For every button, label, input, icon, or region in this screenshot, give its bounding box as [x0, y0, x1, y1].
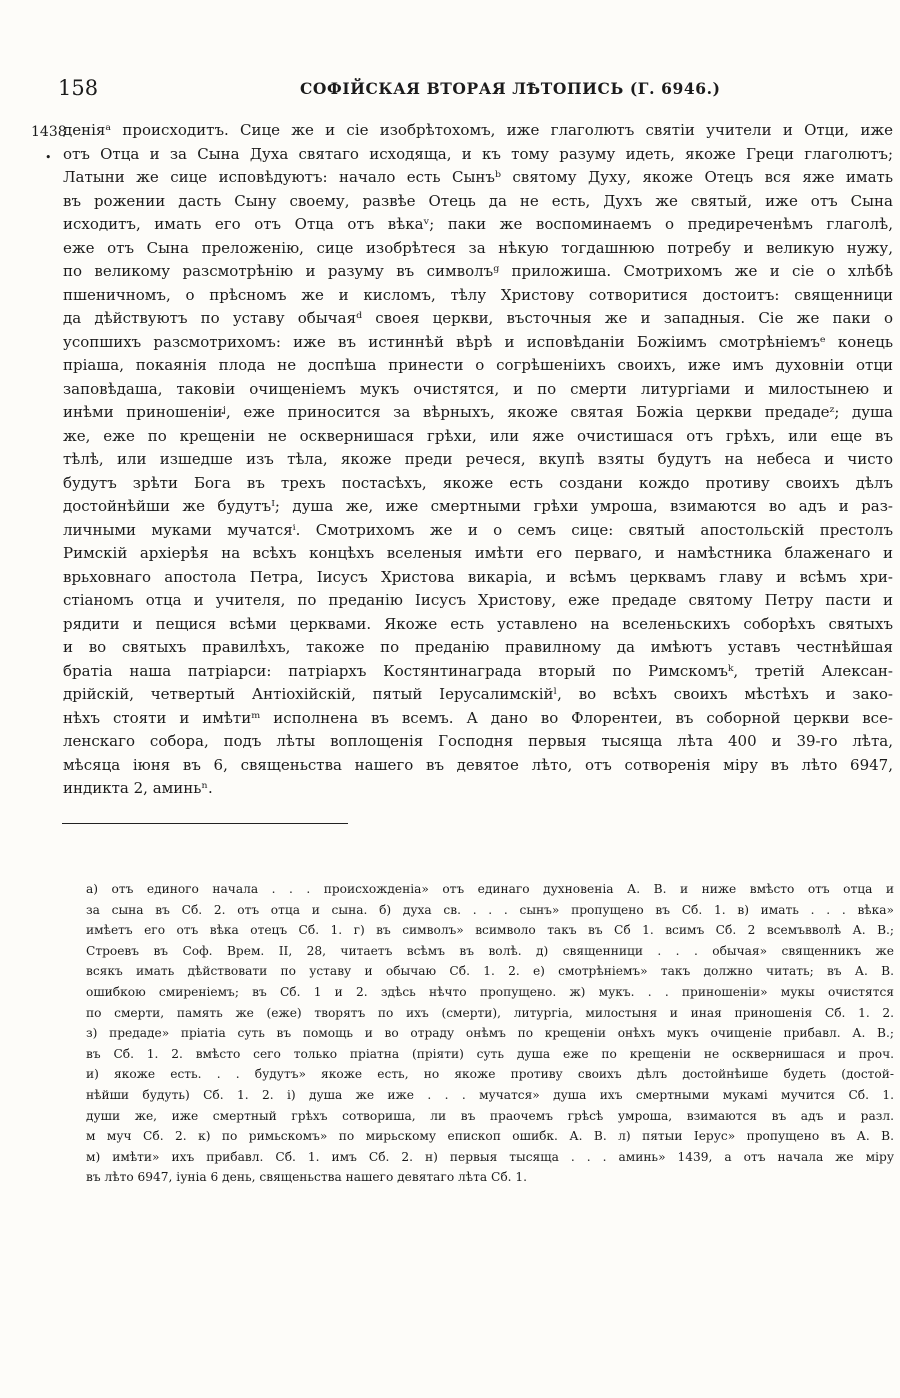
page-header: [58, 76, 842, 104]
text-line: въ рожении дасть Сыну своему, развѣе Отець да не есть, Духъ же святый, иже отъ Сына: [63, 191, 893, 210]
footnote-line: з) предаде» пріатіа суть въ помощь и во отраду онѣмъ по крещеніи онѣхъ мукъ очищеніе прибавл. А. В.;: [86, 1026, 894, 1041]
text-line: нѣхъ стояти и имѣтиᵐ исполнена въ всемъ. А дано во Флорентеи, въ соборной церкви все-: [63, 708, 893, 727]
text-line: инѣми приношеніиᶨ, еже приносится за вѣрныхъ, якоже святая Божіа церкви предадеᶻ; душа: [63, 403, 893, 421]
text-line: мѣсяца іюня въ 6, священьства нашего въ девятое лѣто, отъ сотворенія міру въ лѣто 6947,: [63, 755, 893, 774]
text-line: ленскаго собора, подъ лѣты воплощенія Господня первыя тысяща лѣта 400 и 39-го лѣта,: [63, 732, 893, 750]
footnote-line: имѣетъ его отъ вѣка отецъ Сб. 1. г) въ символъ» всимволо такъ въ Сб 1. всимъ Сб. 2 всемъвволѣ А. В.;: [86, 923, 894, 938]
footnotes: [86, 879, 894, 1188]
text-line: индикта 2, аминьⁿ.: [63, 779, 213, 797]
text-line: отъ Отца и за Сына Духа святаго исходяща, и къ тому разуму идеть, якоже Греци глаголютъ;: [63, 144, 893, 163]
text-line: тѣлѣ, или изшедше изъ тѣла, якоже преди речеся, вкупѣ взяты будутъ на небеса и чисто: [63, 450, 893, 468]
text-line: усопшихъ разсмотрихомъ: иже въ истиннѣй вѣрѣ и исповѣданіи Божіимъ смотрѣніемъᵉ конець: [63, 332, 893, 351]
text-line: заповѣдаша, таковіи очищеніемъ мукъ очистятся, и по смерти литургіами и милостынею и: [63, 379, 893, 398]
text-line: по великому разсмотрѣнію и разуму въ символъᵍ приложиша. Смотрихомъ же и сіе о хлѣбѣ: [63, 262, 893, 280]
text-line: братіа наша патріарси: патріархъ Костянтинаграда вторый по Римскомъᵏ, третій Алексан-: [63, 661, 893, 680]
text-line: врьховнаго апостола Петра, Іисусъ Христова викаріа, и всѣмъ церквамъ главу и всѣмъ хри-: [63, 567, 893, 586]
footnote-line: по смерти, память же (еже) творятъ по ихъ (смерти), литургіа, милостыня и иная приношенія Сб. 1. 2.: [86, 1005, 894, 1020]
main-text: [63, 119, 893, 801]
running-title: СОФІЙСКАЯ ВТОРАЯ ЛѢТОПИСЬ (Г. 6946.): [300, 79, 721, 98]
text-line: рядити и пещися всѣми церквами. Якоже есть уставлено на вселеньскихъ соборѣхъ святыхъ: [63, 614, 893, 633]
footnote-line: и) якоже есть. . . будутъ» якоже есть, но якоже противу своихъ дѣлъ достойнѣише будеть (достой-: [86, 1067, 894, 1082]
text-line: Латыни же сице исповѣдуютъ: начало есть Сынъᵇ святому Духу, якоже Отецъ вся яже имать: [63, 168, 893, 186]
text-line: да дѣйствуютъ по уставу обычаяᵈ своея церкви, въсточныя же и западныя. Сіе же паки о: [63, 309, 893, 327]
footnote-line: м) имѣти» ихъ прибавл. Сб. 1. имъ Сб. 2. н) первыя тысяща . . . аминь» 1439, а отъ начала же міру: [86, 1149, 894, 1164]
text-line: же, еже по крещеніи не осквернишася грѣхи, или яже очистишася отъ грѣхъ, или еще въ: [63, 426, 893, 445]
footnote-line: м муч Сб. 2. к) по римьскомъ» по мирьскому епископ ошибк. А. В. л) пятыи Іерус» пропущено въ А. В.: [86, 1129, 894, 1144]
text-line: деніяᵃ происходитъ. Сице же и сіе изобрѣтохомъ, иже глаголютъ святіи учители и Отци, иже: [63, 121, 893, 139]
footnote-line: души же, иже смертный грѣхъ сотвориша, ли въ праочемъ грѣсѣ умроша, взимаются въ адъ и разл.: [86, 1108, 894, 1123]
page-number: 158: [58, 76, 99, 100]
text-line: личными муками мучатсяⁱ. Смотрихомъ же и о семъ сице: святый апостольскій престолъ: [63, 520, 893, 539]
footnote-line: всякъ имать дѣйствовати по уставу и обычаю Сб. 1. 2. е) смотрѣніемъ» такъ должно читать; въ А. В.: [86, 964, 894, 979]
footnote-line: въ Сб. 1. 2. вмѣсто сего только пріатна (пріяти) суть душа еже по крещеніи не осквернишася и проч.: [86, 1046, 894, 1061]
footnote-line: нѣйши будуть) Сб. 1. 2. і) душа же иже . . . мучатся» душа ихъ смертными мукамі мучится Сб. 1.: [86, 1087, 894, 1102]
footnote-divider: [62, 823, 348, 824]
text-line: и во святыхъ правилѣхъ, такоже по преданію правилному да имѣютъ уставъ честнѣйшая: [63, 638, 893, 656]
text-line: еже отъ Сына преложенію, сице изобрѣтеся за нѣкую тогдашнюю потребу и великую нужу,: [63, 238, 893, 257]
text-line: будутъ зрѣти Бога въ трехъ постасѣхъ, якоже есть создани кождо противу своихъ дѣлъ: [63, 473, 893, 492]
text-line: достойнѣйши же будутъᴵ; душа же, иже смертными грѣхи умроша, взимаются во адъ и раз-: [63, 497, 893, 515]
text-line: пріаша, покаянія плода не доспѣша принести о согрѣшеніихъ своихъ, иже имъ духовніи отци: [63, 356, 893, 374]
footnote-line: ошибкою смиреніемъ; въ Сб. 1 и 2. здѣсь нѣчто пропущено. ж) мукъ. . . приношеніи» мукы очистятся: [86, 984, 894, 999]
footnote-line: въ лѣто 6947, іуніа 6 день, священьства нашего девятаго лѣта Сб. 1.: [86, 1170, 528, 1185]
text-line: стіаномъ отца и учителя, по преданію Іисусъ Христову, еже предаде святому Петру пасти и: [63, 591, 893, 609]
footnote-line: за сына въ Сб. 2. отъ отца и сына. б) духа св. . . . сынъ» пропущено въ Сб. 1. в) имать . . . вѣка»: [86, 902, 894, 917]
text-line: дрійскій, четвертый Антіохійскій, пятый Іерусалимскійˡ, во всѣхъ своихъ мѣстѣхъ и зако-: [63, 685, 893, 703]
margin-year: 1438: [31, 124, 67, 140]
text-line: пшеничномъ, о прѣсномъ же и кисломъ, тѣлу Христову сотворитися достоитъ: священници: [63, 285, 893, 304]
footnote-line: а) отъ единого начала . . . происхожденіа» отъ единаго духновеніа А. В. и ниже вмѣсто отъ отца и: [86, 882, 894, 896]
text-line: Римскій архіерѣя на всѣхъ концѣхъ вселеныя имѣти его перваго, и намѣстника блаженаго и: [63, 544, 893, 562]
footnote-line: Строевъ въ Соф. Врем. II, 28, читаетъ всѣмъ въ волѣ. д) священници . . . обычая» священникъ же: [86, 943, 894, 958]
margin-dot: •: [45, 151, 52, 164]
text-line: исходитъ, имать его отъ Отца отъ вѣкаᵛ; паки же воспоминаемъ о предиреченѣмъ глаголѣ,: [63, 215, 893, 233]
